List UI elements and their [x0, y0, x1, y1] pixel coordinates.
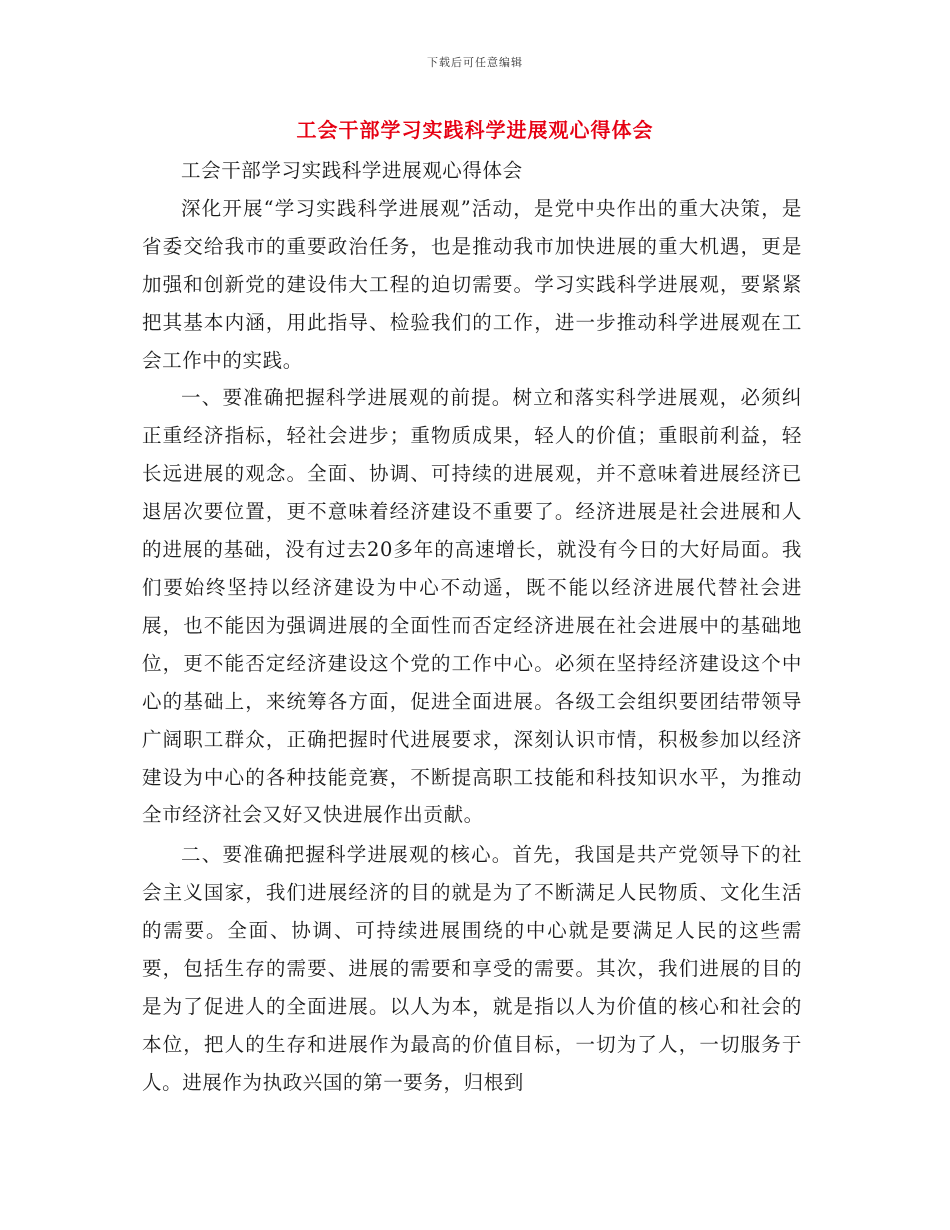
document-title: 工会干部学习实践科学进展观心得体会 [296, 118, 654, 142]
section-one-paragraph: 一、要准确把握科学进展观的前提。树立和落实科学进展观，必须纠正重经济指标，轻社会进步；重物质成果，轻人的价值；重眼前利益，轻长远进展的观念。全面、协调、可持续的进展观，并不意味着进展经济已退居次要位置，更不意味着经济建设不重要了。经济进展是社会进展和人的进展的基础，没有过去20多年的高速增长，就没有今日的大好局面。我们要始终坚持以经济建设为中心不动遥，既不能以经济进展代替社会进展，也不能因为强调进展的全面性而否定经济进展在社会进展中的基础地位，更不能否定经济建设这个党的工作中心。必须在坚持经济建设这个中心的基础上，来统筹各方面，促进全面进展。各级工会组织要团结带领导广阔职工群众，正确把握时代进展要求，深刻认识市情，积极参加以经济建设为中心的各种技能竞赛，不断提高职工技能和科技知识水平，为推动全市经济社会又好又快进展作出贡献。 [142, 386, 802, 827]
section-two-paragraph: 二、要准确把握科学进展观的核心。首先，我国是共产党领导下的社会主义国家，我们进展经济的目的就是为了不断满足人民物质、文化生活的需要。全面、协调、可持续进展围绕的中心就是要满足人民的这些需要，包括生存的需要、进展的需要和享受的需要。其次，我们进展的目的是为了促进人的全面进展。以人为本，就是指以人为价值的核心和社会的本位，把人的生存和进展作为最高的价值目标，一切为了人，一切服务于人。进展作为执政兴国的第一要务，归根到 [142, 843, 802, 1094]
subtitle-paragraph: 工会干部学习实践科学进展观心得体会 [181, 159, 523, 182]
header-note: 下载后可任意编辑 [427, 56, 523, 69]
document-body [142, 152, 802, 1102]
intro-paragraph: 深化开展“学习实践科学进展观”活动，是党中央作出的重大决策，是省委交给我市的重要政治任务，也是推动我市加快进展的重大机遇，更是加强和创新党的建设伟大工程的迫切需要。学习实践科学进展观，要紧紧把其基本内涵，用此指导、检验我们的工作，进一步推动科学进展观在工会工作中的实践。 [142, 196, 802, 372]
